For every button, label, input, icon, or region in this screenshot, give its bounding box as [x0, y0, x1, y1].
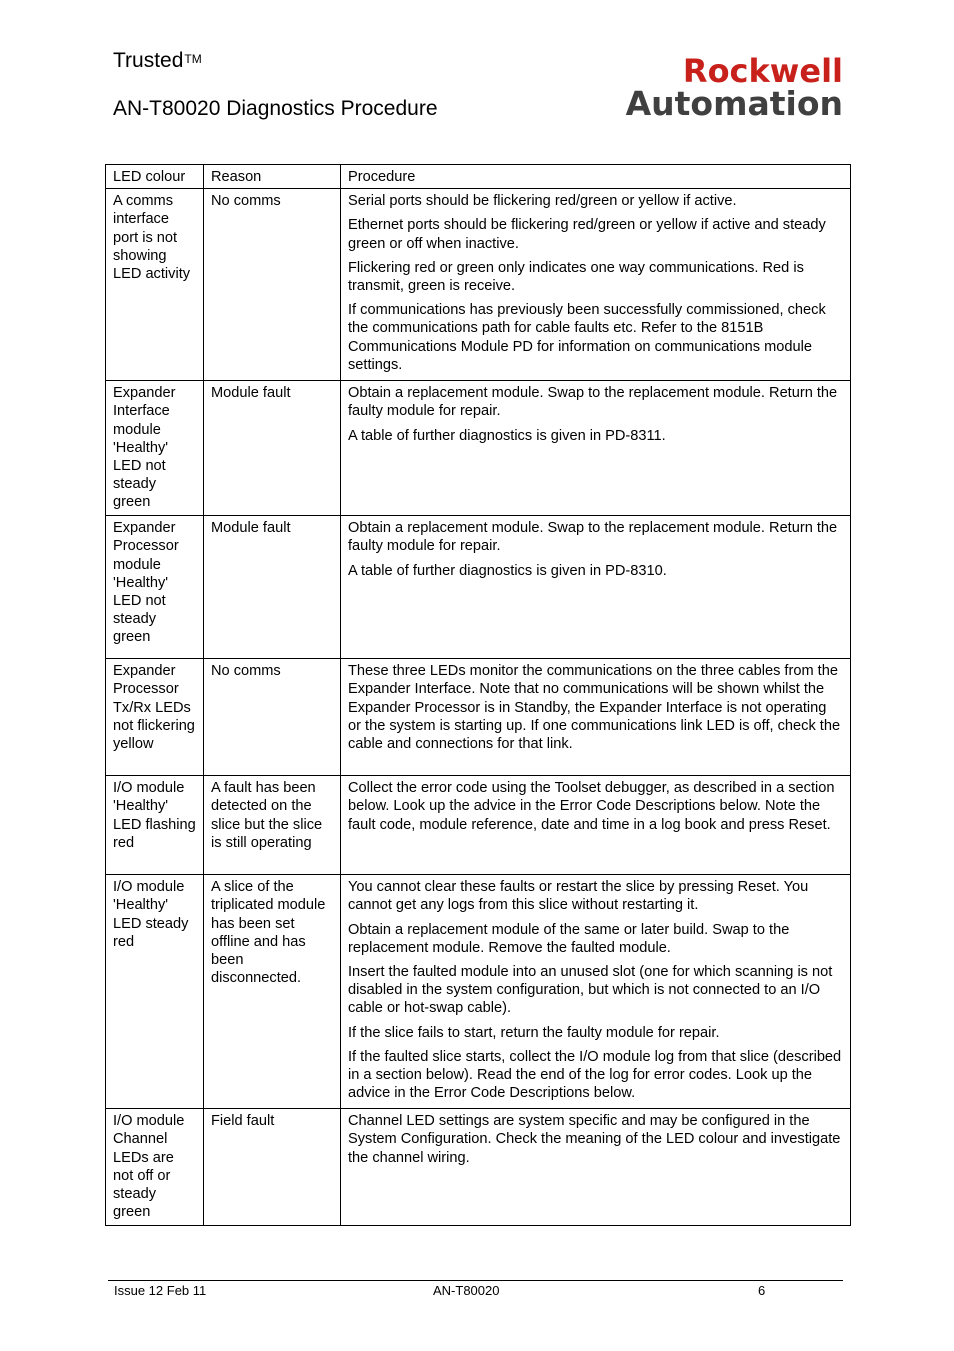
document-title: AN-T80020 Diagnostics Procedure	[113, 97, 438, 120]
reason-cell: No comms	[204, 189, 341, 381]
procedure-cell	[341, 776, 851, 875]
table-row	[106, 516, 851, 659]
logo-line-automation: Automation	[625, 84, 843, 123]
table-header-row	[106, 165, 851, 189]
table-row	[106, 1109, 851, 1226]
procedure-paragraph: You cannot clear these faults or restart the slice by pressing Reset. You cannot get any logs from this slice without restarting it.	[348, 879, 809, 914]
reason-cell: Module fault	[204, 516, 341, 659]
reason-cell: Module fault	[204, 381, 341, 516]
reason-cell: Field fault	[204, 1109, 341, 1226]
procedure-cell	[341, 1109, 851, 1226]
procedure-paragraph: A table of further diagnostics is given in PD-8311.	[348, 427, 666, 444]
procedure-paragraph: If the slice fails to start, return the faulty module for repair.	[348, 1024, 720, 1041]
logo-line-rockwell: Rockwell	[682, 52, 843, 90]
led-colour-cell: I/O module 'Healthy' LED flashing red	[106, 776, 204, 875]
footer-issue: Issue 12 Feb 11	[114, 1283, 207, 1298]
led-colour-cell: I/O module 'Healthy' LED steady red	[106, 875, 204, 1109]
table-row	[106, 381, 851, 516]
procedure-paragraph: If communications has previously been successfully commissioned, check the communications path for cable faults etc. Refer to the 8151B Communications Module PD for information on communications module settings.	[348, 302, 826, 373]
table-row	[106, 776, 851, 875]
reason-cell: A fault has been detected on the slice but the slice is still operating	[204, 776, 341, 875]
document-brand-title	[113, 48, 202, 74]
led-colour-cell: Expander Interface module 'Healthy' LED not steady green	[106, 381, 204, 516]
diagnostics-table	[105, 164, 851, 1226]
table-row	[106, 875, 851, 1109]
procedure-paragraph: Insert the faulted module into an unused slot (one for which scanning is not disabled in the system configuration, but which is not connected to an I/O cable or hot-swap cable).	[348, 964, 833, 1017]
procedure-paragraph: These three LEDs monitor the communications on the three cables from the Expander Interface. Note that no communications will be shown whilst the Expander Processor is in Standby, the Expander Interface is not operating or the system is starting up. If one communications link LED is off, check the cable and connections for that link.	[348, 663, 841, 753]
procedure-cell	[341, 516, 851, 659]
column-header-led-colour: LED colour	[106, 165, 204, 189]
procedure-cell	[341, 189, 851, 381]
procedure-cell	[341, 875, 851, 1109]
procedure-paragraph: Collect the error code using the Toolset debugger, as described in a section below. Look up the advice in the Error Code Descriptions below. Note the fault code, module reference, date and time in a log book and press Reset.	[348, 780, 835, 833]
footer-divider	[108, 1280, 843, 1281]
procedure-paragraph: Obtain a replacement module. Swap to the replacement module. Return the faulty module for repair.	[348, 520, 838, 555]
procedure-paragraph: Obtain a replacement module of the same or later build. Swap to the replacement module. Remove the faulted module.	[348, 921, 790, 956]
procedure-paragraph: Serial ports should be flickering red/green or yellow if active.	[348, 193, 737, 210]
procedure-paragraph: Obtain a replacement module. Swap to the replacement module. Return the faulty module for repair.	[348, 385, 838, 420]
rockwell-automation-logo	[585, 54, 847, 124]
column-header-reason: Reason	[204, 165, 341, 189]
reason-cell: A slice of the triplicated module has been set offline and has been disconnected.	[204, 875, 341, 1109]
procedure-paragraph: Channel LED settings are system specific and may be configured in the System Configuration. Check the meaning of the LED colour and investigate the channel wiring.	[348, 1113, 841, 1166]
procedure-paragraph: Ethernet ports should be flickering red/green or yellow if active and steady green or off when inactive.	[348, 217, 826, 252]
procedure-cell	[341, 381, 851, 516]
table-row	[106, 189, 851, 381]
footer-page-number: 6	[758, 1283, 766, 1298]
procedure-paragraph: If the faulted slice starts, collect the I/O module log from that slice (described in a section below). Read the end of the log for error codes. Look up the advice in the Error Code Descriptions below.	[348, 1048, 842, 1102]
procedure-cell	[341, 659, 851, 776]
trademark-mark: TM	[184, 52, 202, 66]
footer-doc-ref: AN-T80020	[433, 1283, 500, 1298]
led-colour-cell: Expander Processor module 'Healthy' LED not steady green	[106, 516, 204, 659]
reason-cell: No comms	[204, 659, 341, 776]
procedure-paragraph: Flickering red or green only indicates one way communications. Red is transmit, green is receive.	[348, 259, 804, 295]
brand-name: Trusted	[113, 49, 184, 72]
led-colour-cell: A comms interface port is not showing LED activity	[106, 189, 204, 381]
procedure-paragraph: A table of further diagnostics is given in PD-8310.	[348, 562, 667, 579]
table-row	[106, 659, 851, 776]
column-header-procedure: Procedure	[341, 165, 851, 189]
led-colour-cell: I/O module Channel LEDs are not off or steady green	[106, 1109, 204, 1226]
led-colour-cell: Expander Processor Tx/Rx LEDs not flickering yellow	[106, 659, 204, 776]
